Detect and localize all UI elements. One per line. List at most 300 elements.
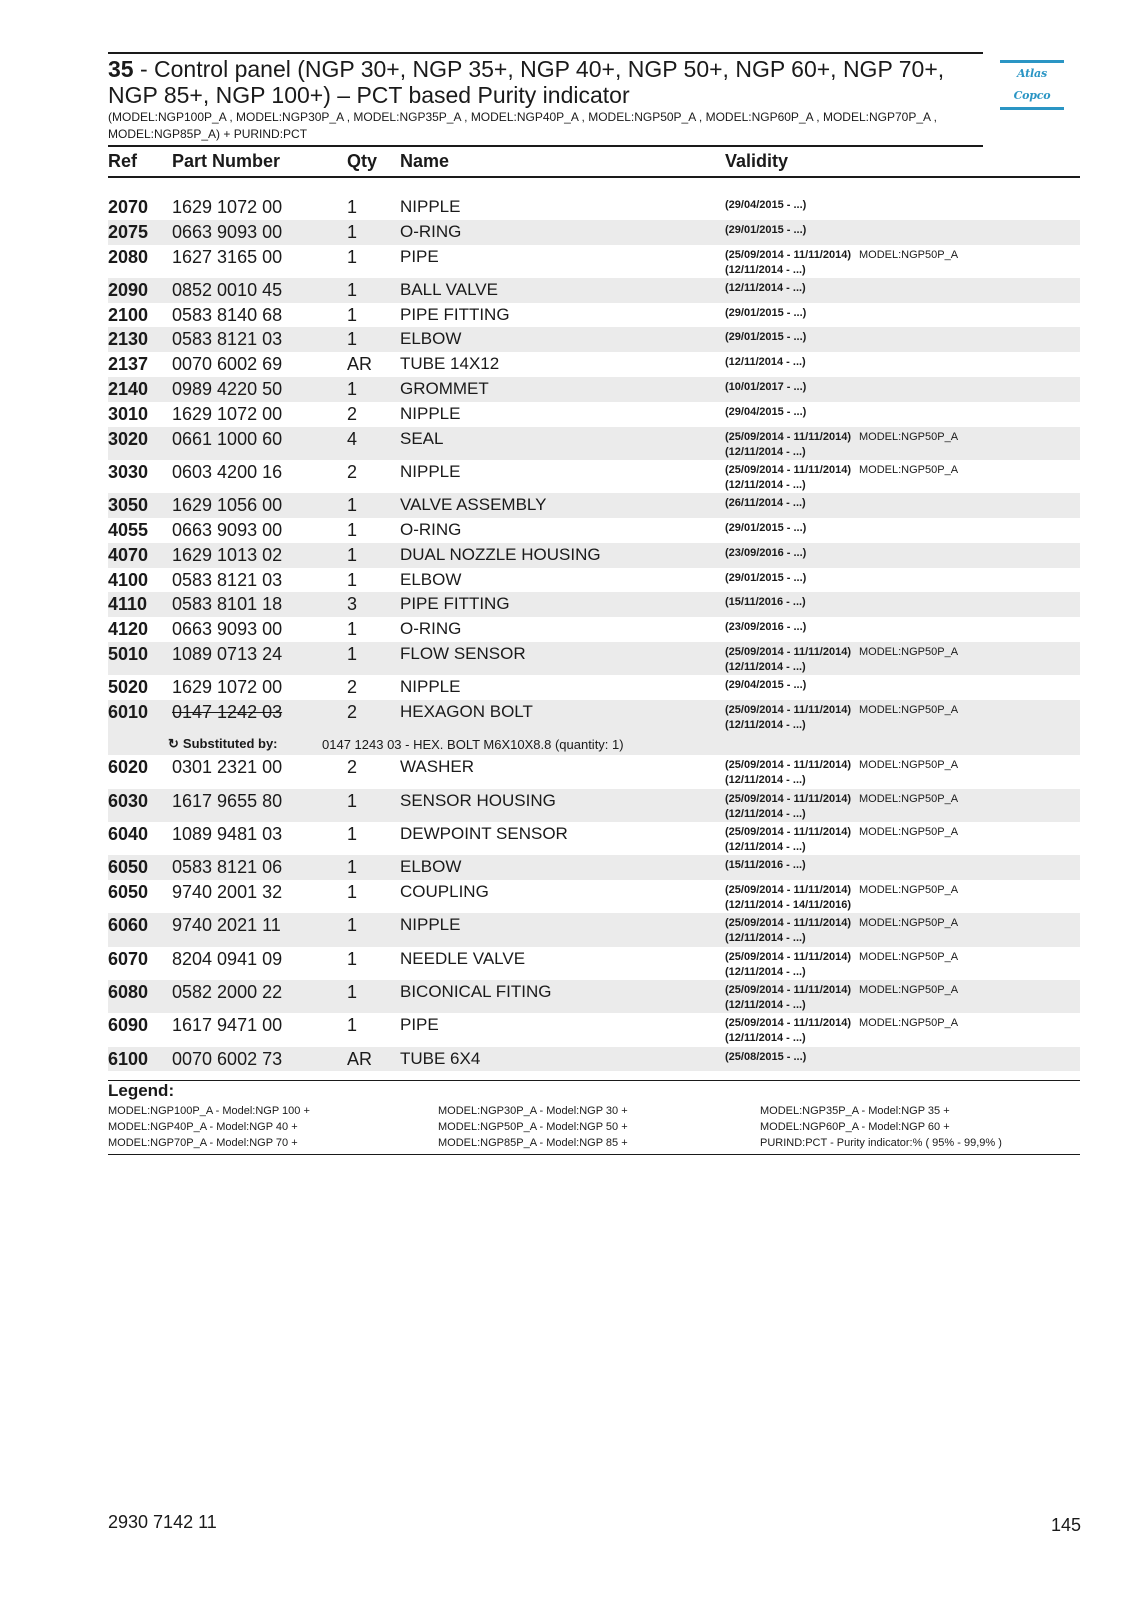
validity-model: MODEL:NGP50P_A <box>859 917 959 930</box>
part-number-cell: 0603 4200 16 <box>172 461 283 482</box>
validity-date: (25/09/2014 - 11/11/2014) <box>725 950 851 963</box>
qty-cell: 1 <box>347 857 358 878</box>
qty-cell: 1 <box>347 915 358 936</box>
validity-date: (25/09/2014 - 11/11/2014) <box>725 826 851 839</box>
part-number-cell: 0583 8121 03 <box>172 329 283 350</box>
validity-cell <box>725 1013 1080 1046</box>
ref-cell: 6100 <box>108 1048 149 1069</box>
validity-date: (12/11/2014 - ...) <box>725 719 806 732</box>
table-row <box>108 675 1080 700</box>
table-row <box>108 980 1080 1013</box>
part-number-cell: 9740 2001 32 <box>172 882 283 903</box>
ref-cell: 2137 <box>108 354 149 375</box>
part-number-cell: 0070 6002 73 <box>172 1048 283 1069</box>
legend <box>108 1080 1080 1155</box>
col-header-ref: Ref <box>108 150 138 171</box>
validity-line <box>725 223 1080 238</box>
validity-cell <box>725 642 1080 675</box>
document-number: 2930 7142 11 <box>108 1512 217 1532</box>
name-cell: DUAL NOZZLE HOUSING <box>400 544 601 564</box>
validity-model: MODEL:NGP50P_A <box>859 430 959 443</box>
name-cell: FLOW SENSOR <box>400 644 526 664</box>
table-header <box>108 146 1080 178</box>
validity-date: (25/09/2014 - 11/11/2014) <box>725 646 851 659</box>
validity-cell <box>725 427 1080 460</box>
validity-date: (29/04/2015 - ...) <box>725 679 807 692</box>
logo-bar-bottom <box>1000 107 1064 110</box>
col-header-qty: Qty <box>347 150 378 171</box>
ref-cell: 3030 <box>108 461 149 482</box>
legend-entry: MODEL:NGP60P_A - Model:NGP 60 + <box>760 1121 950 1133</box>
name-cell: PIPE <box>400 1015 439 1035</box>
validity-line <box>725 546 1080 561</box>
validity-line <box>725 463 1080 478</box>
ref-cell: 2080 <box>108 246 149 267</box>
validity-date: (12/11/2014 - ...) <box>725 661 806 674</box>
validity-date: (23/09/2016 - ...) <box>725 621 807 634</box>
page-number: 145 <box>1050 1515 1081 1535</box>
validity-line <box>725 330 1080 345</box>
name-cell: SEAL <box>400 428 444 448</box>
validity-cell <box>725 245 1080 278</box>
validity-model: MODEL:NGP50P_A <box>859 1017 959 1030</box>
validity-cell <box>725 327 1080 345</box>
table-row <box>108 327 1080 352</box>
ref-cell: 3020 <box>108 428 149 449</box>
validity-date: (29/04/2015 - ...) <box>725 405 807 418</box>
validity-line <box>725 998 1080 1013</box>
legend-entry: MODEL:NGP30P_A - Model:NGP 30 + <box>438 1105 628 1117</box>
name-cell: TUBE 6X4 <box>400 1048 481 1068</box>
validity-line <box>725 571 1080 586</box>
validity-cell <box>725 880 1080 913</box>
qty-cell: 1 <box>347 882 358 903</box>
validity-model: MODEL:NGP50P_A <box>859 704 959 717</box>
part-number-cell: 0583 8121 06 <box>172 857 283 878</box>
title-text: - Control panel (NGP 30+, NGP 35+, NGP 40+, NGP 50+, NGP 60+, NGP 70+, <box>133 56 945 82</box>
validity-line <box>725 1031 1080 1046</box>
validity-cell <box>725 822 1080 855</box>
validity-date: (25/08/2015 - ...) <box>725 1050 807 1063</box>
name-cell: GROMMET <box>400 379 489 399</box>
name-cell: VALVE ASSEMBLY <box>400 495 547 515</box>
name-cell: WASHER <box>400 757 474 777</box>
qty-cell: 1 <box>347 644 358 665</box>
validity-line <box>725 931 1080 946</box>
table-row <box>108 220 1080 245</box>
validity-cell <box>725 568 1080 586</box>
validity-date: (12/11/2014 - ...) <box>725 478 806 491</box>
table-row <box>108 543 1080 568</box>
qty-cell: 2 <box>347 403 358 424</box>
validity-date: (29/01/2015 - ...) <box>725 522 807 535</box>
validity-cell <box>725 617 1080 635</box>
name-cell: ELBOW <box>400 569 462 589</box>
table-row <box>108 427 1080 460</box>
name-cell: NIPPLE <box>400 677 461 697</box>
atlas-copco-logo <box>1000 60 1064 102</box>
ref-cell: 6090 <box>108 1015 149 1036</box>
validity-model: MODEL:NGP50P_A <box>859 984 959 997</box>
part-number-cell: 0070 6002 69 <box>172 354 283 375</box>
validity-cell <box>725 855 1080 873</box>
validity-cell <box>725 980 1080 1013</box>
validity-date: (12/11/2014 - ...) <box>725 1032 806 1045</box>
page-title-block <box>108 52 983 147</box>
validity-date: (12/11/2014 - ...) <box>725 281 806 294</box>
name-cell: BALL VALVE <box>400 279 498 299</box>
validity-cell <box>725 352 1080 370</box>
part-number-cell: 1629 1013 02 <box>172 544 283 565</box>
validity-line <box>725 898 1080 913</box>
ref-cell: 3010 <box>108 403 149 424</box>
table-body <box>108 195 1080 1071</box>
refresh-icon: ↻ <box>168 736 179 752</box>
validity-line <box>725 983 1080 998</box>
table-row <box>108 195 1080 220</box>
part-number-cell: 0661 1000 60 <box>172 428 283 449</box>
validity-date: (26/11/2014 - ...) <box>725 497 806 510</box>
table-row <box>108 855 1080 880</box>
part-number-cell: 9740 2021 11 <box>172 915 281 936</box>
part-number-cell: 0663 9093 00 <box>172 520 283 541</box>
part-number-cell: 1629 1072 00 <box>172 677 283 698</box>
validity-cell <box>725 700 1080 733</box>
legend-entry: MODEL:NGP85P_A - Model:NGP 85 + <box>438 1137 628 1149</box>
part-number-cell: 1617 9471 00 <box>172 1015 283 1036</box>
validity-cell <box>725 543 1080 561</box>
ref-cell: 5010 <box>108 644 149 665</box>
part-number-cell: 1089 9481 03 <box>172 824 283 845</box>
legend-entry: MODEL:NGP50P_A - Model:NGP 50 + <box>438 1121 628 1133</box>
qty-cell: 3 <box>347 594 358 615</box>
qty-cell: 2 <box>347 677 358 698</box>
validity-date: (12/11/2014 - ...) <box>725 965 806 978</box>
name-cell: ELBOW <box>400 857 462 877</box>
validity-model: MODEL:NGP50P_A <box>859 826 959 839</box>
qty-cell: 1 <box>347 824 358 845</box>
name-cell: O-RING <box>400 221 462 241</box>
name-cell: NEEDLE VALVE <box>400 948 526 968</box>
col-header-name: Name <box>400 150 450 171</box>
legend-entry: MODEL:NGP100P_A - Model:NGP 100 + <box>108 1105 310 1117</box>
qty-cell: 2 <box>347 461 358 482</box>
ref-cell: 2140 <box>108 379 149 400</box>
page-title-line2: NGP 85+, NGP 100+) – PCT based Purity indicator <box>108 82 630 108</box>
validity-date: (12/11/2014 - ...) <box>725 999 806 1012</box>
ref-cell: 6010 <box>108 702 149 723</box>
validity-date: (25/09/2014 - 11/11/2014) <box>725 430 851 443</box>
validity-line <box>725 380 1080 395</box>
section-number: 35 <box>108 56 134 82</box>
name-cell: ELBOW <box>400 329 462 349</box>
part-number-cell: 0582 2000 22 <box>172 982 283 1003</box>
model-list-line1: (MODEL:NGP100P_A , MODEL:NGP30P_A , MODEL:NGP35P_A , MODEL:NGP40P_A , MODEL:NGP50P_A , MODEL:NGP60P_A , MODEL:NGP70P_A , <box>108 110 938 124</box>
qty-cell: 1 <box>347 379 358 400</box>
part-number-cell: 1629 1056 00 <box>172 495 283 516</box>
legend-entry: MODEL:NGP35P_A - Model:NGP 35 + <box>760 1105 950 1117</box>
validity-line <box>725 883 1080 898</box>
validity-cell <box>725 518 1080 536</box>
validity-date: (25/09/2014 - 11/11/2014) <box>725 884 851 897</box>
validity-model: MODEL:NGP50P_A <box>859 792 959 805</box>
validity-date: (29/01/2015 - ...) <box>725 223 807 236</box>
validity-line <box>725 916 1080 931</box>
legend-entry: MODEL:NGP40P_A - Model:NGP 40 + <box>108 1121 298 1133</box>
validity-date: (12/11/2014 - ...) <box>725 932 806 945</box>
parts-table <box>108 146 1080 1071</box>
table-row <box>108 913 1080 946</box>
validity-line <box>725 678 1080 693</box>
validity-date: (25/09/2014 - 11/11/2014) <box>725 463 851 476</box>
table-row <box>108 789 1080 822</box>
ref-cell: 2070 <box>108 197 149 217</box>
qty-cell: 1 <box>347 304 358 325</box>
name-cell: TUBE 14X12 <box>400 354 500 374</box>
part-number-cell: 0989 4220 50 <box>172 379 283 400</box>
ref-cell: 6040 <box>108 824 149 845</box>
validity-line <box>725 825 1080 840</box>
ref-cell: 6050 <box>108 857 149 878</box>
ref-cell: 3050 <box>108 495 149 516</box>
validity-line <box>725 521 1080 536</box>
validity-line <box>725 595 1080 610</box>
validity-cell <box>725 675 1080 693</box>
validity-cell <box>725 592 1080 610</box>
validity-line <box>725 620 1080 635</box>
table-row <box>108 245 1080 278</box>
validity-date: (25/09/2014 - 11/11/2014) <box>725 792 851 805</box>
table-row <box>108 755 1080 788</box>
name-cell: PIPE <box>400 246 439 266</box>
legend-entries <box>108 1103 1080 1151</box>
part-number-cell: 1629 1072 00 <box>172 403 283 424</box>
ref-cell: 6050 <box>108 882 149 903</box>
validity-cell <box>725 303 1080 321</box>
validity-date: (25/09/2014 - 11/11/2014) <box>725 759 851 772</box>
qty-cell: AR <box>347 354 373 375</box>
validity-date: (29/01/2015 - ...) <box>725 571 807 584</box>
validity-date: (12/11/2014 - ...) <box>725 356 806 369</box>
qty-cell: 1 <box>347 246 358 267</box>
ref-cell: 6030 <box>108 790 149 811</box>
table-row <box>108 568 1080 593</box>
ref-cell: 4100 <box>108 569 149 590</box>
validity-line <box>725 496 1080 511</box>
validity-date: (15/11/2016 - ...) <box>725 596 806 609</box>
validity-cell <box>725 220 1080 238</box>
qty-cell: 2 <box>347 702 358 723</box>
validity-date: (25/09/2014 - 11/11/2014) <box>725 1017 851 1030</box>
name-cell: NIPPLE <box>400 197 461 216</box>
table-row <box>108 617 1080 642</box>
validity-date: (29/04/2015 - ...) <box>725 199 807 211</box>
qty-cell: 1 <box>347 329 358 350</box>
validity-line <box>725 950 1080 965</box>
name-cell: NIPPLE <box>400 403 461 423</box>
part-number-cell: 8204 0941 09 <box>172 948 283 969</box>
part-number-cell: 0147 1242 03 <box>172 702 283 723</box>
validity-line <box>725 840 1080 855</box>
validity-cell <box>725 493 1080 511</box>
validity-line <box>725 281 1080 296</box>
validity-date: (29/01/2015 - ...) <box>725 331 807 344</box>
ref-cell: 4110 <box>108 594 148 615</box>
validity-line <box>725 263 1080 278</box>
validity-date: (15/11/2016 - ...) <box>725 859 806 872</box>
ref-cell: 6060 <box>108 915 149 936</box>
col-header-part-number: Part Number <box>172 150 281 171</box>
validity-cell <box>725 402 1080 420</box>
col-header-validity: Validity <box>725 150 789 171</box>
part-number-cell: 0663 9093 00 <box>172 619 283 640</box>
name-cell: BICONICAL FITING <box>400 982 552 1002</box>
substituted-label-text: Substituted by: <box>182 736 278 752</box>
validity-date: (12/11/2014 - ...) <box>725 774 806 787</box>
substitution-row <box>108 733 1080 755</box>
validity-line <box>725 703 1080 718</box>
qty-cell: 1 <box>347 619 358 640</box>
name-cell: NIPPLE <box>400 461 461 481</box>
part-number-cell: 1617 9655 80 <box>172 790 283 811</box>
validity-line <box>725 355 1080 370</box>
ref-cell: 5020 <box>108 677 149 698</box>
validity-model: MODEL:NGP50P_A <box>859 463 959 476</box>
table-row <box>108 278 1080 303</box>
table-row <box>108 1047 1080 1072</box>
qty-cell: 1 <box>347 221 358 242</box>
logo-text: Atlas Copco <box>1013 67 1051 102</box>
model-list-line2: MODEL:NGP85P_A) + PURIND:PCT <box>108 127 308 141</box>
part-number-cell: 0663 9093 00 <box>172 221 283 242</box>
validity-line <box>725 718 1080 733</box>
qty-cell: 1 <box>347 790 358 811</box>
validity-date: (12/11/2014 - ...) <box>725 807 806 820</box>
validity-line <box>725 1016 1080 1031</box>
name-cell: PIPE FITTING <box>400 594 510 614</box>
part-number-cell: 0583 8140 68 <box>172 304 283 325</box>
validity-line <box>725 758 1080 773</box>
qty-cell: 4 <box>347 428 358 449</box>
validity-model: MODEL:NGP50P_A <box>859 646 959 659</box>
validity-line <box>725 306 1080 321</box>
table-row <box>108 352 1080 377</box>
validity-line <box>725 645 1080 660</box>
qty-cell: 1 <box>347 948 358 969</box>
name-cell: O-RING <box>400 520 462 540</box>
name-cell: NIPPLE <box>400 915 461 935</box>
qty-cell: 1 <box>347 495 358 516</box>
validity-cell <box>725 1047 1080 1065</box>
validity-line <box>725 478 1080 493</box>
validity-date: (12/11/2014 - ...) <box>725 841 806 854</box>
validity-line <box>725 792 1080 807</box>
validity-date: (25/09/2014 - 11/11/2014) <box>725 917 851 930</box>
table-row <box>108 303 1080 328</box>
part-number-cell: 1627 3165 00 <box>172 246 283 267</box>
ref-cell: 2130 <box>108 329 149 350</box>
validity-model: MODEL:NGP50P_A <box>859 248 959 261</box>
legend-entry: PURIND:PCT - Purity indicator:% ( 95% - 99,9% ) <box>760 1137 1002 1149</box>
ref-cell: 2075 <box>108 221 149 242</box>
validity-line <box>725 248 1080 263</box>
table-row <box>108 592 1080 617</box>
validity-line <box>725 405 1080 420</box>
table-row <box>108 880 1080 913</box>
table-row <box>108 947 1080 980</box>
validity-cell <box>725 377 1080 395</box>
name-cell: DEWPOINT SENSOR <box>400 824 568 844</box>
table-row <box>108 700 1080 733</box>
name-cell: SENSOR HOUSING <box>400 790 556 810</box>
validity-line <box>725 858 1080 873</box>
ref-cell: 6080 <box>108 982 149 1003</box>
ref-cell: 4120 <box>108 619 149 640</box>
qty-cell: 1 <box>347 1015 358 1036</box>
name-cell: HEXAGON BOLT <box>400 702 533 722</box>
validity-line <box>725 445 1080 460</box>
part-number-cell: 1629 1072 00 <box>172 197 283 217</box>
table-row <box>108 460 1080 493</box>
validity-date: (25/09/2014 - 11/11/2014) <box>725 984 851 997</box>
ref-cell: 6020 <box>108 757 149 778</box>
validity-line <box>725 430 1080 445</box>
qty-cell: 1 <box>347 197 358 217</box>
substituted-part: 0147 1243 03 - HEX. BOLT M6X10X8.8 (quantity: 1) <box>322 736 624 752</box>
name-cell: PIPE FITTING <box>400 304 510 324</box>
part-number-cell: 1089 0713 24 <box>172 644 283 665</box>
validity-cell <box>725 947 1080 980</box>
name-cell: COUPLING <box>400 882 489 902</box>
part-number-cell: 0852 0010 45 <box>172 279 283 300</box>
table-row <box>108 402 1080 427</box>
validity-line <box>725 965 1080 980</box>
qty-cell: 1 <box>347 569 358 590</box>
validity-line <box>725 1050 1080 1065</box>
validity-date: (25/09/2014 - 11/11/2014) <box>725 248 851 261</box>
validity-line <box>725 773 1080 788</box>
part-number-cell: 0301 2321 00 <box>172 757 283 778</box>
validity-cell <box>725 278 1080 296</box>
qty-cell: 1 <box>347 544 358 565</box>
validity-date: (10/01/2017 - ...) <box>725 381 807 394</box>
validity-date: (29/01/2015 - ...) <box>725 306 807 319</box>
legend-title: Legend: <box>108 1081 175 1100</box>
table-row <box>108 493 1080 518</box>
ref-cell: 4070 <box>108 544 149 565</box>
validity-cell <box>725 755 1080 788</box>
qty-cell: 1 <box>347 982 358 1003</box>
validity-cell <box>725 789 1080 822</box>
validity-cell <box>725 195 1080 213</box>
part-number-cell: 0583 8101 18 <box>172 594 283 615</box>
validity-model: MODEL:NGP50P_A <box>859 759 959 772</box>
page-title <box>108 56 983 82</box>
ref-cell: 2090 <box>108 279 149 300</box>
validity-date: (25/09/2014 - 11/11/2014) <box>725 704 851 717</box>
table-row <box>108 518 1080 543</box>
part-number-cell: 0583 8121 03 <box>172 569 283 590</box>
validity-cell <box>725 460 1080 493</box>
table-row <box>108 1013 1080 1046</box>
table-row <box>108 377 1080 402</box>
qty-cell: AR <box>347 1048 373 1069</box>
validity-date: (12/11/2014 - ...) <box>725 445 806 458</box>
ref-cell: 6070 <box>108 948 149 969</box>
qty-cell: 1 <box>347 520 358 541</box>
validity-cell <box>725 913 1080 946</box>
validity-model: MODEL:NGP50P_A <box>859 950 959 963</box>
